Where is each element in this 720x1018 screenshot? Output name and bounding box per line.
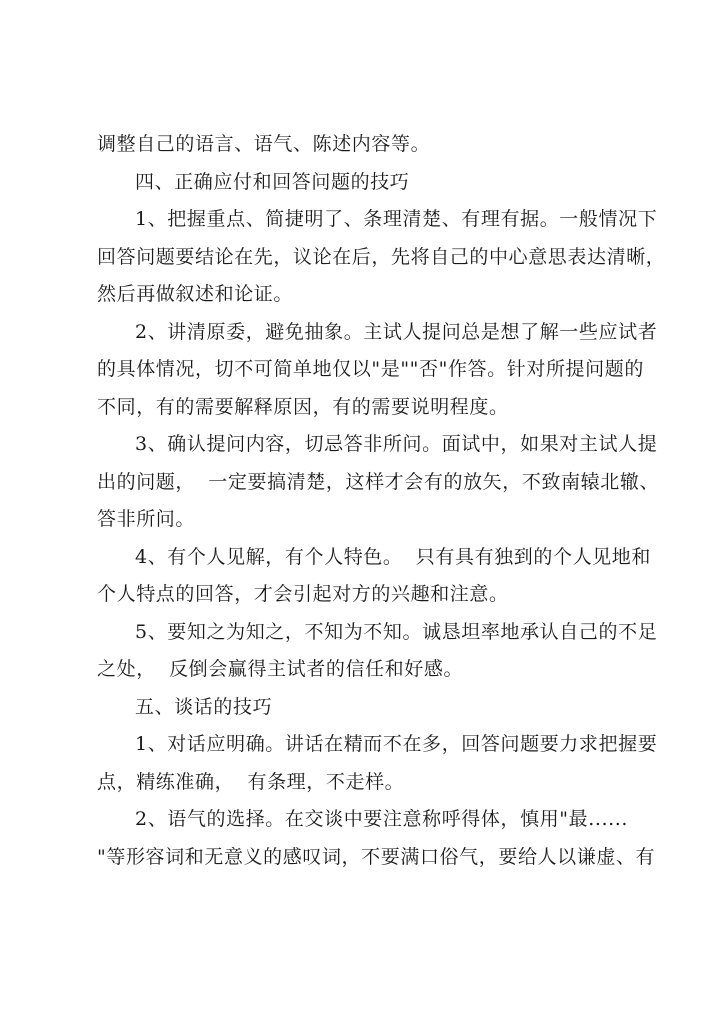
section-heading: 四、正确应付和回答问题的技巧 bbox=[135, 170, 410, 193]
text-line: 2、语气的选择。在交谈中要注意称呼得体，慎用"最...... bbox=[135, 808, 629, 830]
text-line: 3、确认提问内容，切忌答非所问。面试中，如果对主试人提 bbox=[135, 433, 658, 455]
text-line: 4、有个人见解，有个人特色。 只有具有独到的个人见地和 bbox=[135, 545, 651, 568]
text-line: 1、对话应明确。讲话在精而不在多，回答问题要力求把握要 bbox=[135, 733, 658, 755]
text-line: "等形容词和无意义的感叹词，不要满口俗气，要给人以谦虚、有 bbox=[97, 845, 656, 868]
text-line: 2、讲清原委，避免抽象。主试人提问总是想了解一些应试者 bbox=[135, 320, 658, 343]
text-line: 5、要知之为知之，不知为不知。诚恳坦率地承认自己的不足 bbox=[135, 620, 658, 643]
text-line: 不同，有的需要解释原因，有的需要说明程度。 bbox=[97, 395, 509, 418]
text-line: 1、把握重点、简捷明了、条理清楚、有理有据。一般情况下 bbox=[135, 208, 658, 230]
text-line: 然后再做叙述和论证。 bbox=[97, 283, 294, 305]
text-line: 回答问题要结论在先，议论在后，先将自己的中心意思表达清晰， bbox=[97, 245, 666, 268]
text-line: 个人特点的回答，才会引起对方的兴趣和注意。 bbox=[97, 583, 509, 605]
section-heading: 五、谈话的技巧 bbox=[135, 695, 273, 718]
document-body bbox=[97, 126, 666, 876]
text-line: 的具体情况，切不可简单地仅以"是""否"作答。针对所提问题的 bbox=[97, 358, 644, 380]
text-line: 答非所问。 bbox=[97, 508, 196, 530]
text-line: 出的问题， 一定要搞清楚，这样才会有的放矢，不致南辕北辙、 bbox=[97, 470, 660, 493]
text-line: 之处， 反倒会赢得主试者的信任和好感。 bbox=[97, 658, 464, 680]
text-line: 调整自己的语言、语气、陈述内容等。 bbox=[97, 133, 431, 155]
text-line: 点，精练准确， 有条理，不走样。 bbox=[97, 770, 405, 793]
